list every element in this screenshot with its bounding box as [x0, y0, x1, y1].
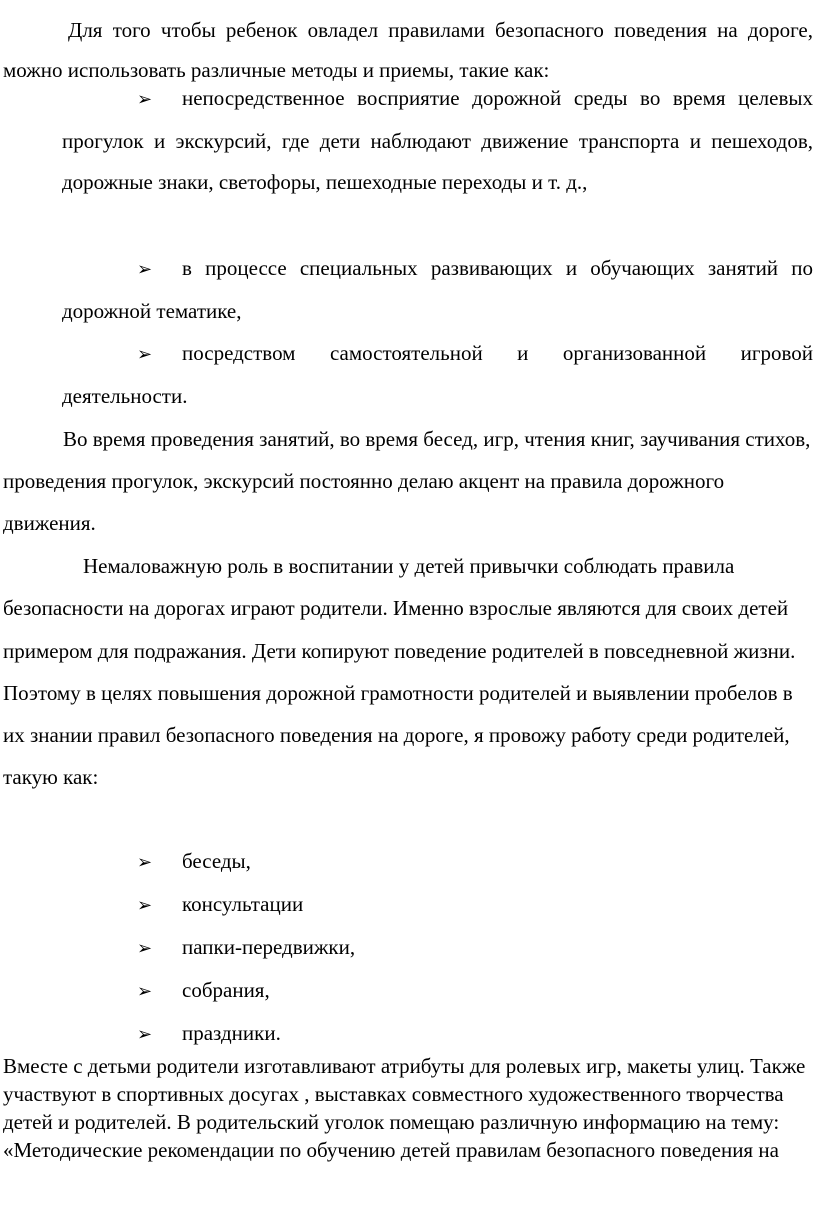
arrow-bullet-icon: ➢	[137, 938, 153, 959]
methods-item-text: посредством самостоятельной и организованной игровой деятельности.	[62, 341, 813, 408]
arrow-bullet-icon: ➢	[137, 981, 153, 1002]
work-form-item	[137, 840, 355, 883]
work-form-item	[137, 883, 355, 926]
intro-paragraph: Для того чтобы ребенок овладел правилами безопасного поведения на дороге, можно использовать различные методы и приемы, такие как:	[3, 18, 813, 82]
arrow-bullet-icon: ➢	[137, 852, 153, 873]
paragraph-joint-activities: Вместе с детьми родители изготавливают атрибуты для ролевых игр, макеты улиц. Также участвуют в спортивных досугах , выставках совместного художественного творчества детей и родителей. В родительский уголок помещаю различную информацию на тему: «Методические рекомендации по обучению детей правилам безопасного поведения на	[3, 1054, 806, 1162]
work-forms-list	[137, 840, 355, 1055]
work-form-item	[137, 926, 355, 969]
work-form-label: консультации	[182, 892, 304, 916]
methods-list-item	[62, 333, 813, 417]
methods-list-item	[62, 78, 813, 204]
arrow-bullet-icon: ➢	[137, 895, 153, 916]
work-form-label: папки-передвижки,	[182, 935, 356, 959]
paragraph-lessons: Во время проведения занятий, во время бесед, игр, чтения книг, заучивания стихов, проведения прогулок, экскурсий постоянно делаю акцент на правила дорожного движения.	[3, 427, 811, 535]
arrow-bullet-icon: ➢	[137, 344, 153, 365]
arrow-bullet-icon: ➢	[137, 259, 153, 280]
methods-list-item	[62, 248, 813, 332]
paragraph-parents: Немаловажную роль в воспитании у детей привычки соблюдать правила безопасности на дорогах играют родители. Именно взрослые являются для своих детей примером для подражания. Дети копируют поведение родителей в повседневной жизни. Поэтому в целях повышения дорожной грамотности родителей и выявлении пробелов в их знании правил безопасного поведения на дороге, я провожу работу среди родителей, такую как:	[3, 554, 796, 790]
methods-item-text: в процессе специальных развивающих и обучающих занятий по дорожной тематике,	[62, 256, 813, 323]
work-form-label: собрания,	[182, 978, 270, 1002]
methods-item-text: непосредственное восприятие дорожной среды во время целевых прогулок и экскурсий, где дети наблюдают движение транспорта и пешеходов, дорожные знаки, светофоры, пешеходные переходы и т. д.,	[62, 86, 813, 194]
work-form-item	[137, 1012, 355, 1055]
arrow-bullet-icon: ➢	[137, 1024, 153, 1045]
work-form-item	[137, 969, 355, 1012]
work-form-label: беседы,	[182, 849, 251, 873]
work-form-label: праздники.	[182, 1021, 281, 1045]
arrow-bullet-icon: ➢	[137, 89, 153, 110]
